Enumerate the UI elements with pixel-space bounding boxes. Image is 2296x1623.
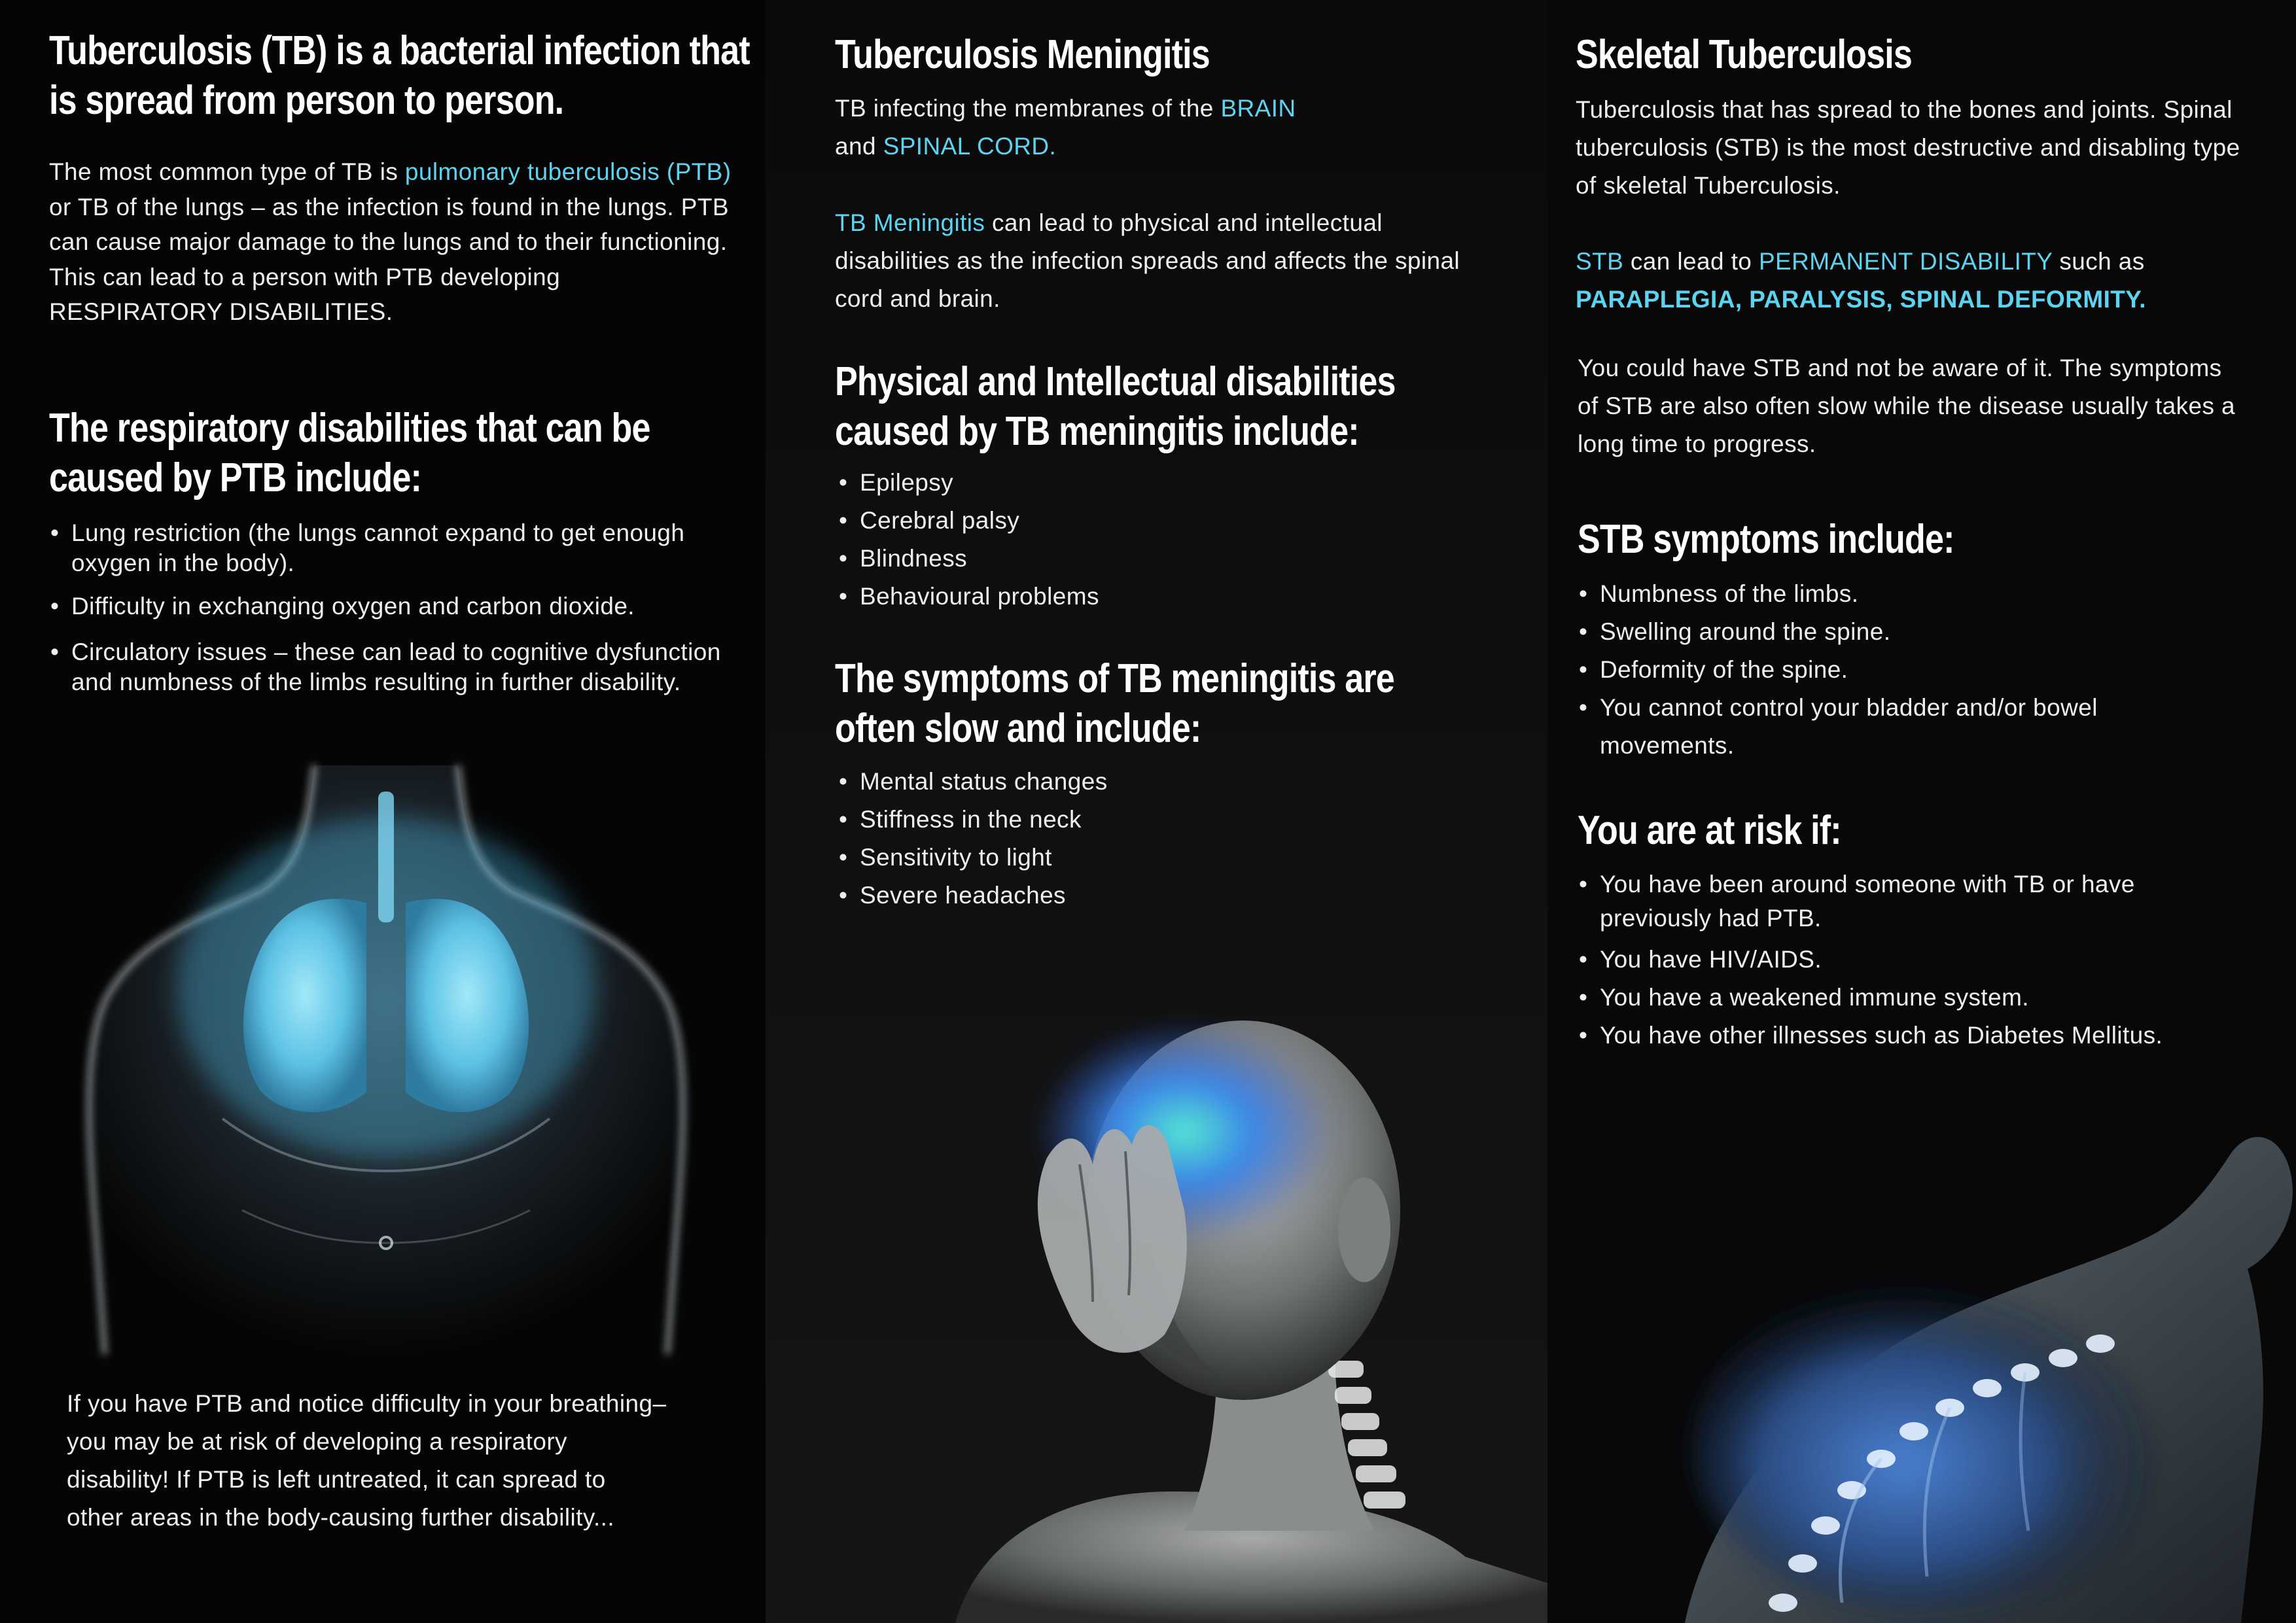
list-item: • You have other illnesses such as Diabetes Mellitus. [1578, 1017, 2232, 1055]
stb-disability-paragraph [1576, 243, 2263, 319]
stb-highlight: STB [1576, 248, 1624, 275]
list-item: • Behavioural problems [838, 578, 1426, 616]
torso-lungs-illustration [26, 752, 746, 1380]
para2-text-1: can lead to [1623, 248, 1759, 275]
bent-spine-illustration [1652, 1106, 2296, 1623]
list-item: • Difficulty in exchanging oxygen and carbon dioxide. [49, 591, 736, 621]
para2-text-2: such as [2052, 248, 2145, 275]
meningitis-symptoms-list [838, 763, 1426, 915]
pulmonary-tb-closing: If you have PTB and notice difficulty in your breathing–you may be at risk of developing a respiratory disability! If PTB is left untreated, it can spread to other areas in the body-causing further disability... [67, 1390, 667, 1531]
headache-head-illustration [877, 994, 1547, 1623]
list-item: • You have a weakened immune system. [1578, 979, 2232, 1017]
list-item: • Cerebral palsy [838, 502, 1426, 540]
list-item: • Severe headaches [838, 877, 1426, 915]
panel-pulmonary-tb [0, 0, 766, 1623]
risk-list [1578, 867, 2232, 1055]
list-item: • Numbness of the limbs. [1578, 575, 2166, 613]
skeletal-tb-heading: Skeletal Tuberculosis [1576, 32, 1912, 77]
list-item: • Mental status changes [838, 763, 1426, 801]
pulmonary-tb-highlight: pulmonary tuberculosis (PTB) [404, 158, 732, 185]
effects-text: can lead to physical and intellectual disabilities as the infection spreads and affects the spinal cord and brain. [835, 209, 1460, 312]
list-item: • You cannot control your bladder and/or bowel movements. [1578, 689, 2166, 765]
meningitis-symptoms-heading: The symptoms of TB meningitis are often slow and include: [835, 656, 1394, 751]
list-item: • Sensitivity to light [838, 839, 1426, 877]
respiratory-disabilities-list [49, 518, 736, 697]
stb-symptoms-heading: STB symptoms include: [1578, 517, 1954, 562]
list-item: • Stiffness in the neck [838, 801, 1426, 839]
spinal-cord-highlight: SPINAL CORD. [883, 133, 1057, 160]
tb-meningitis-highlight: TB Meningitis [835, 209, 985, 236]
tb-meningitis-intro [835, 90, 1489, 166]
panel-skeletal-tb [1547, 0, 2296, 1623]
meningitis-disabilities-list [838, 464, 1426, 616]
list-item: • You have HIV/AIDS. [1578, 941, 2232, 979]
list-item: • Blindness [838, 540, 1426, 578]
list-item: • Deformity of the spine. [1578, 651, 2166, 689]
skeletal-tb-intro: Tuberculosis that has spread to the bones and joints. Spinal tuberculosis (STB) is the most destructive and disabling type of skeletal Tuberculosis. [1576, 96, 2240, 199]
list-item: • Circulatory issues – these can lead to cognitive dysfunction and numbness of the limbs resulting in further disability. [49, 637, 736, 697]
intro-text-2: and [835, 133, 883, 160]
pulmonary-tb-heading: Tuberculosis (TB) is a bacterial infection that is spread from person to person. [49, 28, 750, 123]
list-item: • You have been around someone with TB or have previously had PTB. [1578, 867, 2232, 935]
risk-heading: You are at risk if: [1578, 808, 1841, 853]
meningitis-disabilities-heading: Physical and Intellectual disabilities caused by TB meningitis include: [835, 359, 1396, 454]
tb-meningitis-heading: Tuberculosis Meningitis [835, 32, 1210, 77]
tb-meningitis-effects [835, 204, 1502, 318]
stb-awareness-paragraph: You could have STB and not be aware of it. The symptoms of STB are also often slow while the disease usually takes a long time to progress. [1578, 355, 2236, 457]
respiratory-disabilities-heading: The respiratory disabilities that can be caused by PTB include: [49, 406, 650, 500]
list-item: • Epilepsy [838, 464, 1426, 502]
intro-text-1: The most common type of TB is [49, 158, 405, 185]
intro-text-1: TB infecting the membranes of the [835, 95, 1221, 122]
brain-highlight: BRAIN [1220, 95, 1296, 122]
list-item: • Swelling around the spine. [1578, 613, 2166, 651]
pulmonary-tb-intro [49, 154, 736, 330]
stb-symptoms-list [1578, 575, 2166, 765]
list-item: • Lung restriction (the lungs cannot expand to get enough oxygen in the body). [49, 518, 736, 578]
panel-tb-meningitis [766, 0, 1547, 1623]
disability-types-highlight: PARAPLEGIA, PARALYSIS, SPINAL DEFORMITY. [1576, 286, 2146, 313]
permanent-disability-highlight: PERMANENT DISABILITY [1758, 248, 2053, 275]
intro-text-2: or TB of the lungs – as the infection is found in the lungs. PTB can cause major damage to the lungs and to their functioning. This can lead to a person with PTB developing RESPIRATORY DISABILITIES. [49, 193, 729, 325]
